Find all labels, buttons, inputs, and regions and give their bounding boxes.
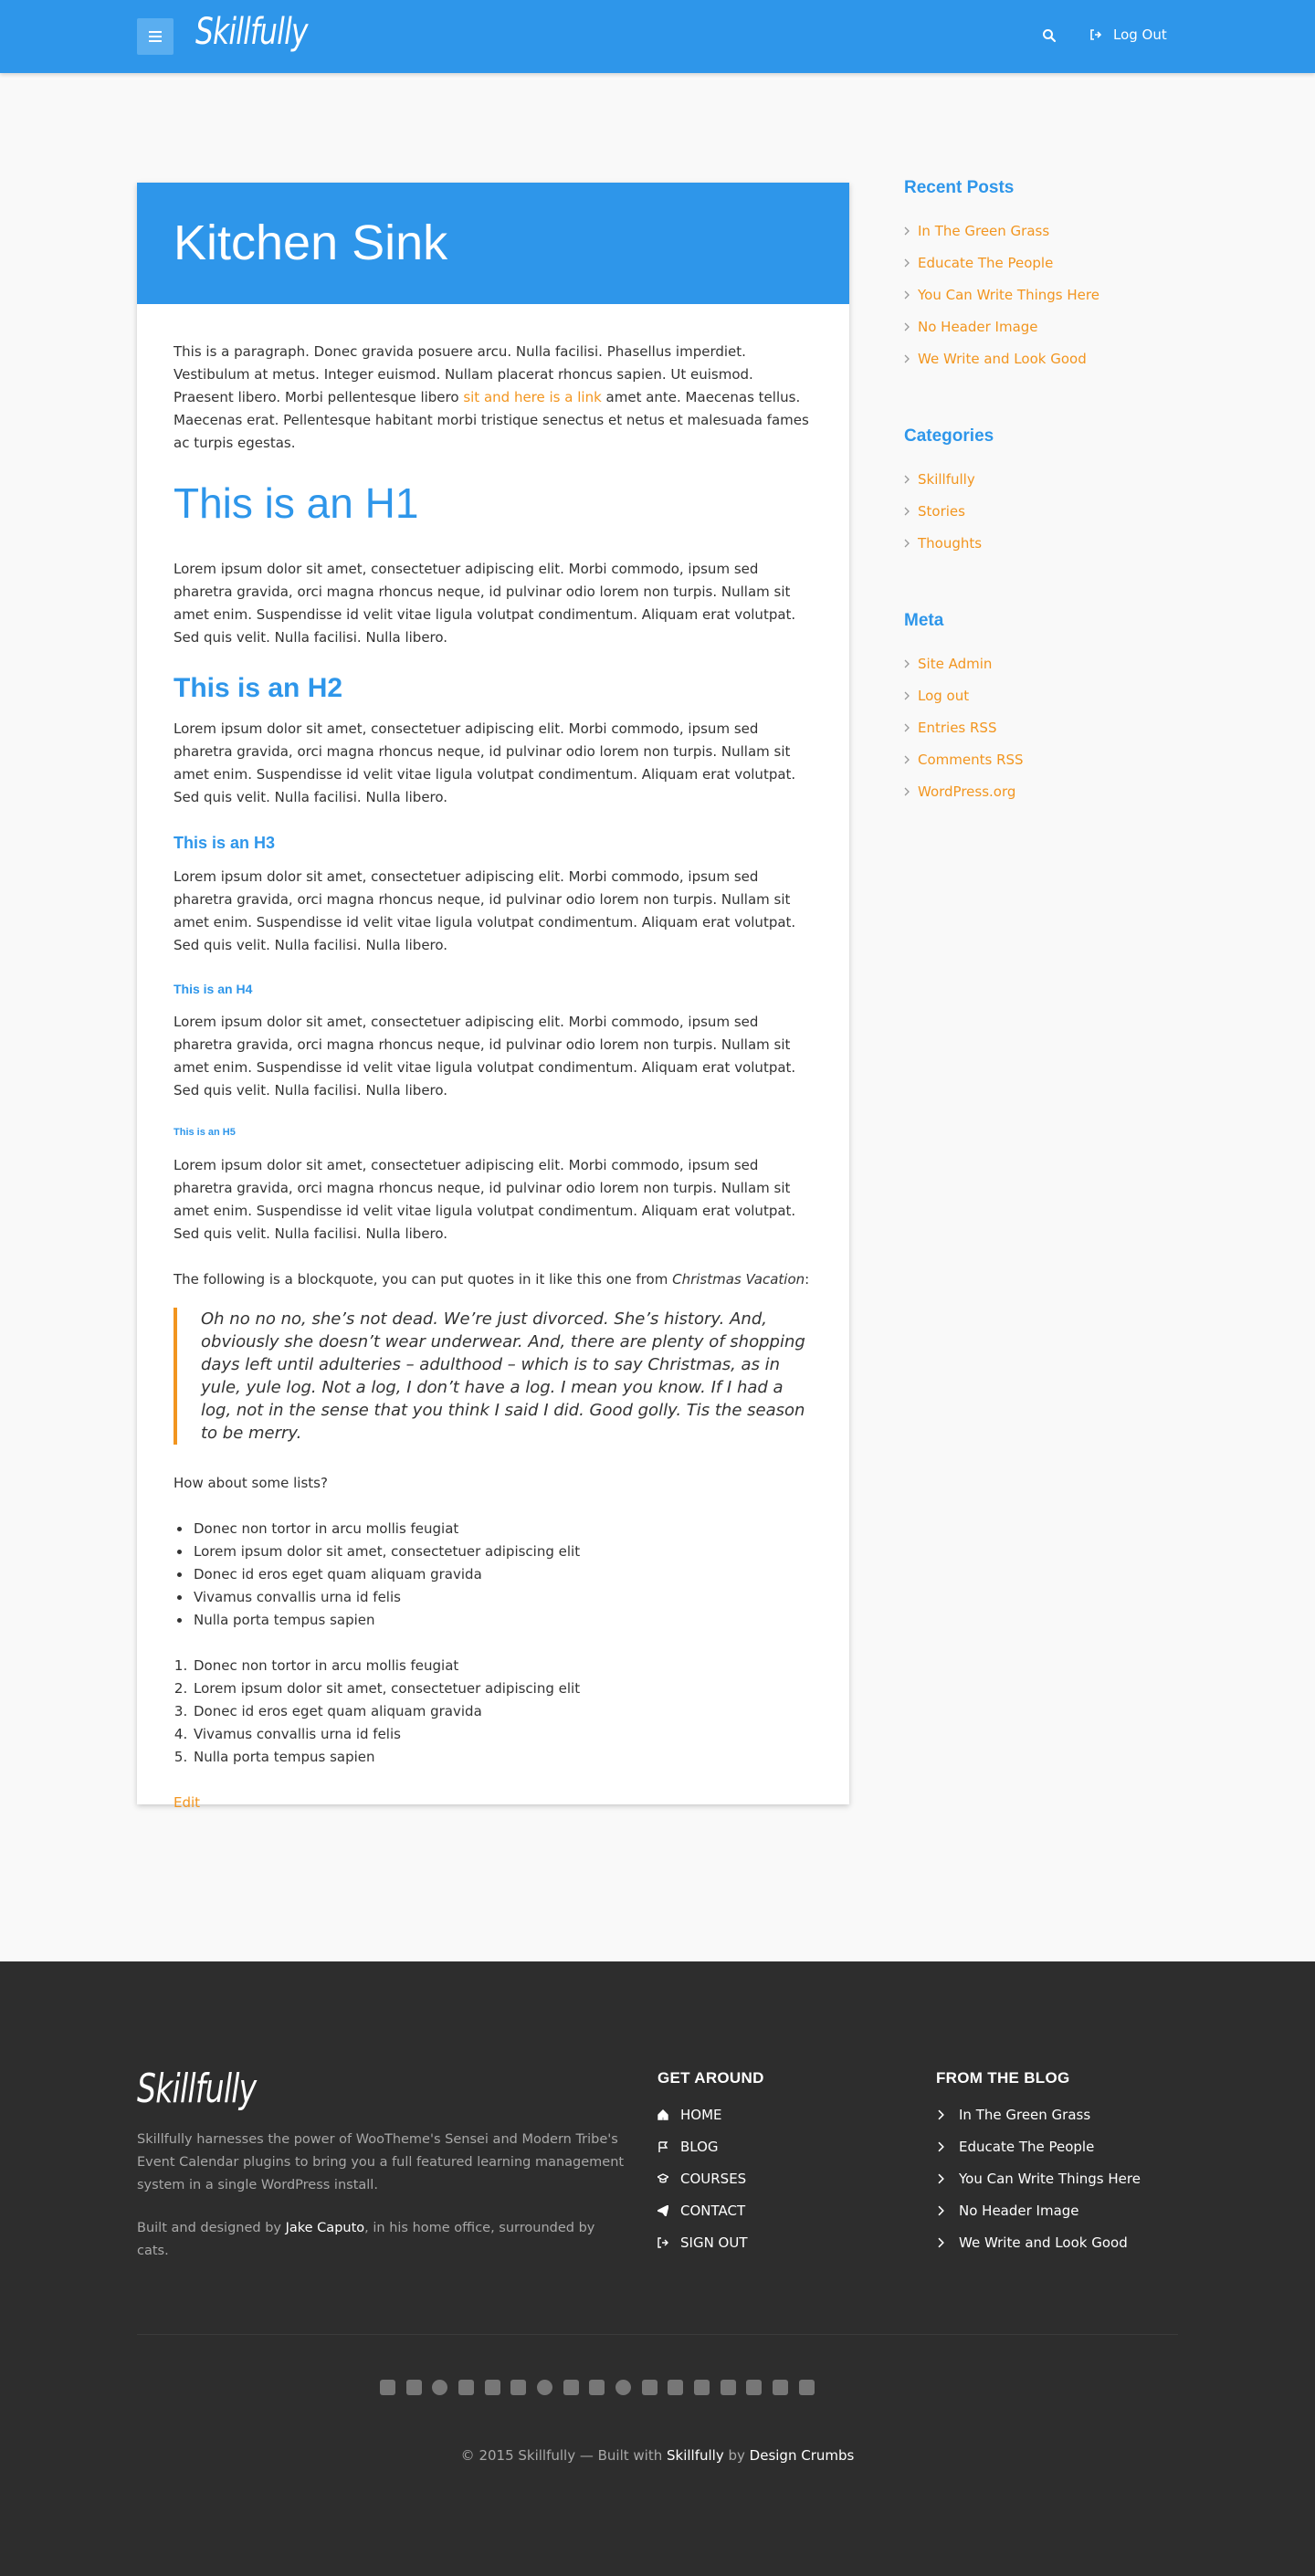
menu-toggle-button[interactable] [137, 18, 174, 55]
lists-intro: How about some lists? [174, 1475, 328, 1491]
foursquare-icon-glyph [510, 2380, 526, 2395]
chevron-right-icon [936, 2237, 947, 2248]
footer-blog-list [936, 2098, 1141, 2258]
quote-source: Christmas Vacation [672, 1271, 805, 1288]
list-item: 2. Lorem ipsum dolor sit amet, consectetuer adipiscing elit [192, 1677, 813, 1700]
paragraph: Lorem ipsum dolor sit amet, consectetuer adipiscing elit. Morbi commodo, ipsum sed pharetra gravida, orci magna rhoncus neque, id pulvinar odio lorem non turpis. Nullam sit amet enim. Suspendisse id velit vitae ligula volutpat condimentum. Aliquam erat volutpat. Sed quis velit. Nulla facilisi. Nulla libero. [174, 561, 796, 646]
list-item: • Vivamus convallis urna id felis [192, 1586, 813, 1609]
intro-text: This is a paragraph. Donec gravida posuere arcu. Nulla facilisi. Phasellus imperdiet. Vestibulum at metus. Integer euismod. Nullam placerat rhoncus sapien. Ut euismod. Praesent libero. Morbi pellentesque libero [174, 343, 753, 405]
deviantart-icon[interactable] [401, 2377, 427, 2397]
category-link[interactable] [904, 527, 1178, 559]
post-card [137, 183, 849, 1811]
hamburger-icon [149, 31, 162, 42]
footer-logo[interactable]: Skillfully [137, 2066, 257, 2112]
chevron-right-icon [936, 2205, 947, 2216]
footer-nav-contact[interactable] [658, 2194, 764, 2226]
edit-link[interactable]: Edit [174, 1794, 201, 1811]
footer-nav-label: SIGN OUT [680, 2234, 748, 2251]
post-title: Kitchen Sink [174, 216, 448, 270]
heading-h3: This is an H3 [174, 834, 276, 852]
list-item: • Nulla porta tempus sapien [192, 1609, 813, 1632]
quote-intro-text: The following is a blockquote, you can put quotes in it like this one from [174, 1271, 673, 1288]
unordered-list [192, 1518, 813, 1632]
theme-link[interactable]: Skillfully [667, 2447, 724, 2464]
footer-credit [137, 2217, 630, 2263]
intro-paragraph [174, 341, 813, 455]
flickr-icon[interactable] [479, 2377, 506, 2397]
footer-nav-courses[interactable] [658, 2162, 764, 2194]
footer-divider [137, 2334, 1178, 2335]
graduation-cap-icon [658, 2173, 668, 2184]
footer-blog-link-label: Educate The People [959, 2138, 1095, 2155]
pinterest-icon-glyph [615, 2380, 631, 2395]
home-icon [658, 2109, 668, 2120]
soundcloud-icon[interactable] [636, 2377, 663, 2397]
footer-blog-link[interactable] [936, 2162, 1141, 2194]
paragraph: Lorem ipsum dolor sit amet, consectetuer adipiscing elit. Morbi commodo, ipsum sed pharetra gravida, orci magna rhoncus neque, id pulvinar odio lorem non turpis. Nullam sit amet enim. Suspendisse id velit vitae ligula volutpat condimentum. Aliquam erat volutpat. Sed quis velit. Nulla facilisi. Nulla libero. [174, 868, 796, 953]
vimeo-icon[interactable] [742, 2377, 768, 2397]
meta-list [904, 647, 1178, 807]
chevron-right-icon [904, 258, 910, 268]
get-around-title: GET AROUND [658, 2069, 764, 2087]
sidebar [904, 178, 1178, 859]
list-item: 4. Vivamus convallis urna id felis [192, 1723, 813, 1746]
footer-nav-list [658, 2098, 764, 2258]
youtube-icon-glyph [799, 2380, 815, 2395]
categories-title: Categories [904, 426, 994, 446]
list-item: 5. Nulla porta tempus sapien [192, 1746, 813, 1769]
chevron-right-icon [904, 787, 910, 796]
paragraph: Lorem ipsum dolor sit amet, consectetuer adipiscing elit. Morbi commodo, ipsum sed pharetra gravida, orci magna rhoncus neque, id pulvinar odio lorem non turpis. Nullam sit amet enim. Suspendisse id velit vitae ligula volutpat condimentum. Aliquam erat volutpat. Sed quis velit. Nulla facilisi. Nulla libero. [174, 1014, 796, 1099]
linkedin-icon[interactable] [584, 2377, 611, 2397]
chevron-right-icon [904, 354, 910, 363]
meta-link[interactable] [904, 647, 1178, 679]
foursquare-icon[interactable] [505, 2377, 531, 2397]
list-item: 3. Donec id eros eget quam aliquam gravida [192, 1700, 813, 1723]
vimeo-icon-glyph [746, 2380, 762, 2395]
footer-nav-label: BLOG [680, 2138, 719, 2155]
footer-nav-home[interactable] [658, 2098, 764, 2130]
recent-post-link-label: In The Green Grass [918, 222, 1050, 239]
category-link-label: Stories [918, 502, 965, 520]
codepen-icon[interactable] [374, 2377, 401, 2397]
google-plus-icon-glyph [563, 2380, 579, 2395]
list-item: 1. Donec non tortor in arcu mollis feugiat [192, 1655, 813, 1677]
top-navigation-bar [0, 0, 1315, 73]
meta-link[interactable] [904, 775, 1178, 807]
meta-link-label: Site Admin [918, 655, 993, 672]
linkedin-icon-glyph [589, 2380, 605, 2395]
list-item: • Lorem ipsum dolor sit amet, consectetuer adipiscing elit [192, 1540, 813, 1563]
recent-post-link[interactable] [904, 310, 1178, 342]
dribbble-icon[interactable] [426, 2377, 453, 2397]
chevron-right-icon [904, 475, 910, 484]
github-icon[interactable] [531, 2377, 558, 2397]
chevron-right-icon [904, 322, 910, 331]
credit-text: Built and designed by [137, 2221, 286, 2235]
meta-link[interactable] [904, 743, 1178, 775]
recent-post-link[interactable] [904, 247, 1178, 279]
recent-post-link-label: Educate The People [918, 254, 1054, 271]
footer-nav-sign-out[interactable] [658, 2226, 764, 2258]
post-content [137, 304, 849, 1814]
recent-posts-title: Recent Posts [904, 178, 1015, 197]
recent-post-link[interactable] [904, 279, 1178, 310]
category-link-label: Skillfully [918, 470, 975, 488]
recent-posts-widget [904, 178, 1178, 374]
facebook-icon[interactable] [453, 2377, 479, 2397]
paper-plane-icon [658, 2205, 668, 2216]
github-icon-glyph [537, 2380, 552, 2395]
logout-label: Log Out [1113, 26, 1167, 43]
footer-blog-link-label: We Write and Look Good [959, 2234, 1128, 2251]
site-footer [0, 1961, 1315, 2576]
author-link[interactable]: Jake Caputo [285, 2221, 365, 2235]
meta-link[interactable] [904, 679, 1178, 711]
recent-posts-list [904, 215, 1178, 374]
chevron-right-icon [936, 2109, 947, 2120]
list-item: • Donec id eros eget quam aliquam gravida [192, 1563, 813, 1586]
sign-out-icon [1089, 28, 1102, 41]
paragraph: Lorem ipsum dolor sit amet, consectetuer adipiscing elit. Morbi commodo, ipsum sed pharetra gravida, orci magna rhoncus neque, id pulvinar odio lorem non turpis. Nullam sit amet enim. Suspendisse id velit vitae ligula volutpat condimentum. Aliquam erat volutpat. Sed quis velit. Nulla facilisi. Nulla libero. [174, 1157, 796, 1242]
chevron-right-icon [904, 539, 910, 548]
meta-link-label: Comments RSS [918, 751, 1024, 768]
chevron-right-icon [904, 691, 910, 700]
author-site-link[interactable]: Design Crumbs [749, 2447, 855, 2464]
tumblr-icon-glyph [668, 2380, 683, 2395]
from-blog-column [936, 2069, 1141, 2258]
tumblr-icon[interactable] [663, 2377, 689, 2397]
categories-list [904, 463, 1178, 559]
recent-post-link-label: You Can Write Things Here [918, 286, 1099, 303]
deviantart-icon-glyph [406, 2380, 422, 2395]
category-link-label: Thoughts [918, 534, 983, 552]
chevron-right-icon [904, 226, 910, 236]
google-plus-icon[interactable] [558, 2377, 584, 2397]
category-link[interactable] [904, 463, 1178, 495]
recent-post-link-label: We Write and Look Good [918, 350, 1087, 367]
quote-intro [174, 1268, 813, 1291]
ordered-list [192, 1655, 813, 1769]
footer-nav-label: HOME [680, 2106, 722, 2123]
footer-about-text: Skillfully harnesses the power of WooTheme's Sensei and Modern Tribe's Event Calendar plugins to bring you a full featured learning management system in a single WordPress install. [137, 2132, 625, 2192]
heading-h4: This is an H4 [174, 982, 253, 996]
twitter-icon[interactable] [715, 2377, 742, 2397]
quote-intro-colon: : [805, 1271, 810, 1288]
footer-blog-link[interactable] [936, 2130, 1141, 2162]
search-icon[interactable] [1042, 28, 1057, 43]
dribbble-icon-glyph [432, 2380, 447, 2395]
recent-post-link-label: No Header Image [918, 318, 1038, 335]
meta-widget [904, 611, 1178, 807]
meta-link-label: Entries RSS [918, 719, 997, 736]
meta-link[interactable] [904, 711, 1178, 743]
footer-nav-blog[interactable] [658, 2130, 764, 2162]
flag-icon [658, 2141, 668, 2152]
chevron-right-icon [936, 2173, 947, 2184]
list-item: • Donec non tortor in arcu mollis feugiat [192, 1518, 813, 1540]
footer-nav-label: COURSES [680, 2170, 747, 2187]
sign-out-icon [658, 2237, 668, 2248]
meta-link-label: Log out [918, 687, 970, 704]
footer-blog-link-label: No Header Image [959, 2202, 1079, 2219]
category-link[interactable] [904, 495, 1178, 527]
flickr-icon-glyph [485, 2380, 500, 2395]
meta-link-label: WordPress.org [918, 783, 1016, 800]
heading-h1: This is an H1 [174, 479, 419, 527]
paragraph: Lorem ipsum dolor sit amet, consectetuer adipiscing elit. Morbi commodo, ipsum sed pharetra gravida, orci magna rhoncus neque, id pulvinar odio lorem non turpis. Nullam sit amet enim. Suspendisse id velit vitae ligula volutpat condimentum. Aliquam erat volutpat. Sed quis velit. Nulla facilisi. Nulla libero. [174, 720, 796, 805]
recent-post-link[interactable] [904, 215, 1178, 247]
credit-text-end: , in his home office, surrounded by cats. [137, 2221, 595, 2258]
copyright [0, 2447, 1315, 2464]
youtube-icon[interactable] [794, 2377, 820, 2397]
codepen-icon-glyph [380, 2380, 395, 2395]
soundcloud-icon-glyph [642, 2380, 658, 2395]
vine-icon-glyph [773, 2380, 788, 2395]
intro-link[interactable]: sit and here is a link [463, 389, 602, 405]
site-logo[interactable]: Skillfully [195, 11, 308, 53]
meta-title: Meta [904, 611, 944, 630]
twitter-icon-glyph [721, 2380, 736, 2395]
blockquote: Oh no no no, she’s not dead. We’re just divorced. She’s history. And, obviously she doesn’t wear underwear. And, there are plenty of shopping days left until adulteries – adulthood – which is to say Christmas, as in yule, yule log. Not a log, I don’t have a log. I mean you know. If I had a log, not in the sense that you think I said I did. Good golly. Tis the season to be merry. [174, 1308, 813, 1445]
chevron-right-icon [904, 659, 910, 668]
intro-text-end: amet ante. Maecenas tellus. Maecenas erat. Pellentesque habitant morbi tristique senectus et netus et malesuada fames ac turpis egestas. [174, 389, 809, 451]
twitch-icon-glyph [694, 2380, 710, 2395]
chevron-right-icon [904, 290, 910, 300]
heading-h2: This is an H2 [174, 673, 343, 703]
footer-about [137, 2129, 630, 2263]
chevron-right-icon [936, 2141, 947, 2152]
categories-widget [904, 426, 1178, 559]
footer-nav-label: CONTACT [680, 2202, 746, 2219]
footer-blog-link[interactable] [936, 2194, 1141, 2226]
logout-link[interactable] [1089, 26, 1167, 43]
chevron-right-icon [904, 723, 910, 732]
footer-blog-link-label: You Can Write Things Here [959, 2170, 1141, 2187]
footer-blog-link[interactable] [936, 2098, 1141, 2130]
twitch-icon[interactable] [689, 2377, 715, 2397]
copyright-by: by [723, 2447, 750, 2464]
get-around-column [658, 2069, 764, 2258]
facebook-icon-glyph [458, 2380, 474, 2395]
heading-h5: This is an H5 [174, 1127, 236, 1138]
social-links [374, 2377, 820, 2397]
from-blog-title: FROM THE BLOG [936, 2069, 1070, 2087]
post-header [137, 183, 849, 304]
chevron-right-icon [904, 507, 910, 516]
chevron-right-icon [904, 755, 910, 764]
footer-blog-link-label: In The Green Grass [959, 2106, 1091, 2123]
pinterest-icon[interactable] [610, 2377, 636, 2397]
footer-blog-link[interactable] [936, 2226, 1141, 2258]
recent-post-link[interactable] [904, 342, 1178, 374]
vine-icon[interactable] [767, 2377, 794, 2397]
copyright-text: © 2015 Skillfully — Built with [460, 2447, 668, 2464]
